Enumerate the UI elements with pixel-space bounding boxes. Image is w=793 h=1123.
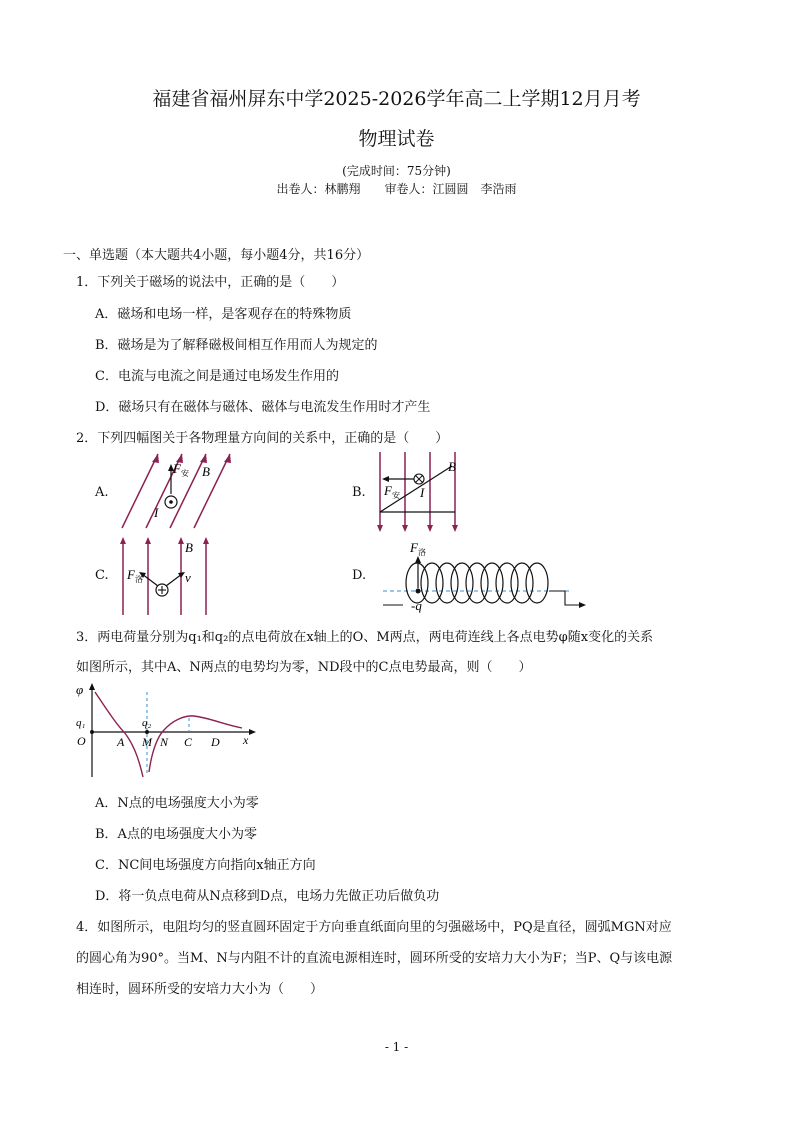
negative-charge-dot	[416, 589, 421, 594]
q3-stem-line1: 3．两电荷量分别为q₁和q₂的点电荷放在x轴上的O、M两点，两电荷连线上各点电势φ随x变化的关系	[76, 630, 654, 645]
exam-authors: 出卷人：林鹏翔 审卷人：江圆圆 李浩雨	[276, 182, 517, 196]
q2-figure-a	[110, 450, 245, 535]
q2-figure-d	[375, 535, 590, 615]
q2-label-c: C.	[95, 568, 109, 583]
q1-option-c: C．电流与电流之间是通过电场发生作用的	[95, 369, 339, 384]
q2-label-d: D.	[352, 568, 367, 583]
svg-text:A: A	[117, 735, 125, 749]
q1-option-b: B．磁场是为了解释磁极间相互作用而人为规定的	[95, 338, 378, 353]
svg-text:C: C	[184, 735, 193, 749]
q1-stem: 1．下列关于磁场的说法中，正确的是（ ）	[76, 275, 345, 290]
q2-label-a: A.	[95, 485, 109, 500]
svg-text:q₁: q₁	[76, 717, 86, 729]
svg-text:x: x	[243, 733, 249, 747]
q2-figure-b	[372, 450, 472, 535]
exam-title: 福建省福州屏东中学2025-2026学年高二上学期12月月考	[152, 88, 641, 110]
svg-text:B: B	[202, 464, 210, 479]
svg-text:M: M	[142, 735, 152, 749]
exam-duration: (完成时间：75分钟)	[342, 164, 451, 178]
q4-stem-line3: 相连时，圆环所受的安培力大小为（ ）	[76, 982, 324, 997]
q1-option-d: D．磁场只有在磁体与磁体、磁体与电流发生作用时才产生	[95, 400, 431, 415]
q1-option-a: A．磁场和电场一样，是客观存在的特殊物质	[95, 307, 352, 322]
q3-option-a: A．N点的电场强度大小为零	[95, 796, 259, 811]
q3-option-d: D．将一负点电荷从N点移到D点，电场力先做正功后做负功	[95, 889, 440, 904]
svg-text:v: v	[185, 570, 191, 585]
svg-text:洛: 洛	[418, 548, 426, 557]
q3-stem-line2: 如图所示，其中A、N两点的电势均为零，ND段中的C点电势最高，则（ ）	[76, 660, 532, 675]
subject-title: 物理试卷	[358, 128, 435, 150]
svg-text:-q: -q	[411, 598, 422, 613]
q4-stem-line1: 4．如图所示，电阻均匀的竖直圆环固定于方向垂直纸面向里的匀强磁场中，PQ是直径，圆弧MGN对应	[76, 920, 672, 935]
page-number: - 1 -	[384, 1040, 409, 1054]
svg-text:q₂: q₂	[142, 717, 152, 729]
coil-loop	[526, 563, 548, 603]
q2-figure-c	[115, 535, 220, 617]
svg-text:F: F	[127, 567, 135, 582]
q2-stem: 2．下列四幅图关于各物理量方向间的关系中，正确的是（ ）	[76, 431, 449, 446]
svg-text:I: I	[420, 485, 425, 500]
svg-text:O: O	[77, 734, 86, 748]
svg-text:B: B	[448, 459, 456, 474]
svg-text:B: B	[185, 540, 193, 555]
q3-option-b: B．A点的电场强度大小为零	[95, 827, 257, 842]
svg-text:φ: φ	[76, 682, 84, 697]
q3-option-c: C．NC间电场强度方向指向x轴正方向	[95, 858, 316, 873]
svg-text:D: D	[211, 735, 220, 749]
svg-text:洛: 洛	[135, 575, 143, 584]
svg-text:安: 安	[392, 491, 400, 500]
svg-text:F: F	[410, 540, 418, 555]
force-label: F	[173, 461, 181, 476]
q4-stem-line2: 的圆心角为90°。当M、N与内阻不计的直流电源相连时，圆环所受的安培力大小为F；当P、Q与该电源	[76, 951, 673, 966]
svg-text:F: F	[384, 483, 392, 498]
svg-text:N: N	[160, 735, 169, 749]
svg-text:安: 安	[181, 469, 189, 478]
q3-potential-graph	[72, 680, 262, 780]
section-heading: 一、单选题（本大题共4小题，每小题4分，共16分）	[63, 248, 370, 263]
svg-text:I: I	[154, 505, 159, 520]
q2-label-b: B.	[352, 485, 366, 500]
solenoid-coil	[406, 563, 548, 603]
